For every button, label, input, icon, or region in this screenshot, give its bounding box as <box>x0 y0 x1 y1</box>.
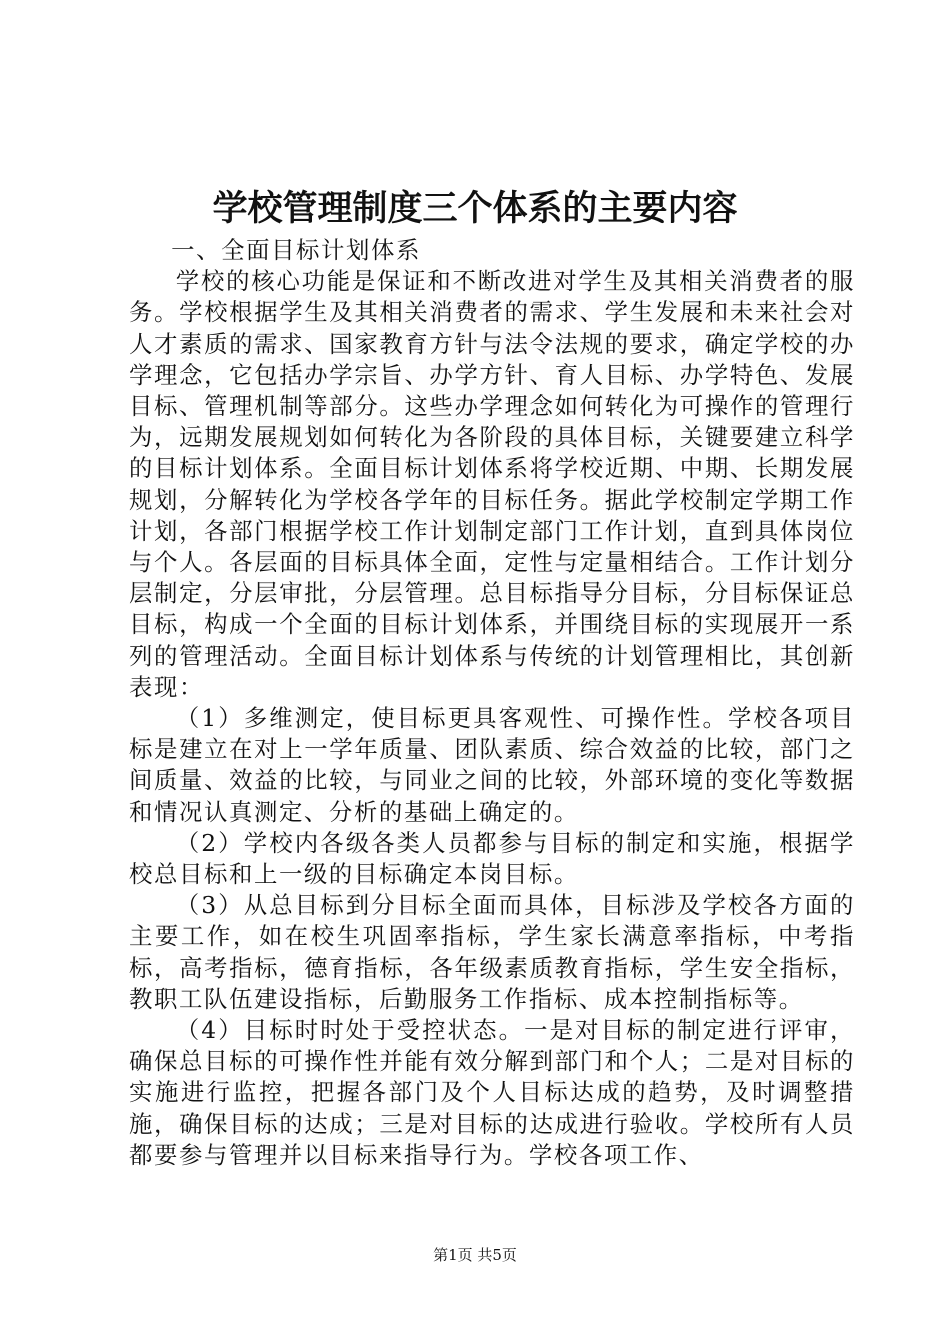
document-title: 学校管理制度三个体系的主要内容 <box>212 188 738 229</box>
paragraph-item-4: （4）目标时时处于受控状态。一是对目标的制定进行评审，确保总目标的可操作性并能有效分解到部门和个人；二是对目标的实施进行监控，把握各部门及个人目标达成的趋势，及时调整措施，确保目标的达成；三是对目标的达成进行验收。学校所有人员都要参与管理并以目标来指导行为。学校各项工作、 <box>129 1016 855 1169</box>
section-heading: 一、全面目标计划体系 <box>171 236 422 264</box>
paragraph-intro: 学校的核心功能是保证和不断改进对学生及其相关消费者的服务。学校根据学生及其相关消费者的需求、学生发展和未来社会对人才素质的需求、国家教育方针与法令法规的要求，确定学校的办学理念，它包括办学宗旨、办学方针、育人目标、办学特色、发展目标、管理机制等部分。这些办学理念如何转化为可操作的管理行为，远期发展规划如何转化为各阶段的具体目标，关键要建立科学的目标计划体系。全面目标计划体系将学校近期、中期、长期发展规划，分解转化为学校各学年的目标任务。据此学校制定学期工作计划，各部门根据学校工作计划制定部门工作计划，直到具体岗位与个人。各层面的目标具体全面，定性与定量相结合。工作计划分层制定，分层审批，分层管理。总目标指导分目标，分目标保证总目标，构成一个全面的目标计划体系，并围绕目标的实现展开一系列的管理活动。全面目标计划体系与传统的计划管理相比，其创新表现： <box>129 267 855 701</box>
paragraph-item-3: （3）从总目标到分目标全面而具体，目标涉及学校各方面的主要工作，如在校生巩固率指标，学生家长满意率指标，中考指标，高考指标，德育指标，各年级素质教育指标，学生安全指标，教职工队伍建设指标，后勤服务工作指标、成本控制指标等。 <box>129 891 855 1013</box>
page-number-footer: 第1页 共5页 <box>433 1246 517 1264</box>
document-body <box>129 235 855 1171</box>
paragraph-item-1: （1）多维测定，使目标更具客观性、可操作性。学校各项目标是建立在对上一学年质量、团队素质、综合效益的比较，部门之间质量、效益的比较，与同业之间的比较，外部环境的变化等数据和情况认真测定、分析的基础上确定的。 <box>129 704 855 826</box>
paragraph-item-2: （2）学校内各级各类人员都参与目标的制定和实施，根据学校总目标和上一级的目标确定本岗目标。 <box>129 828 855 889</box>
